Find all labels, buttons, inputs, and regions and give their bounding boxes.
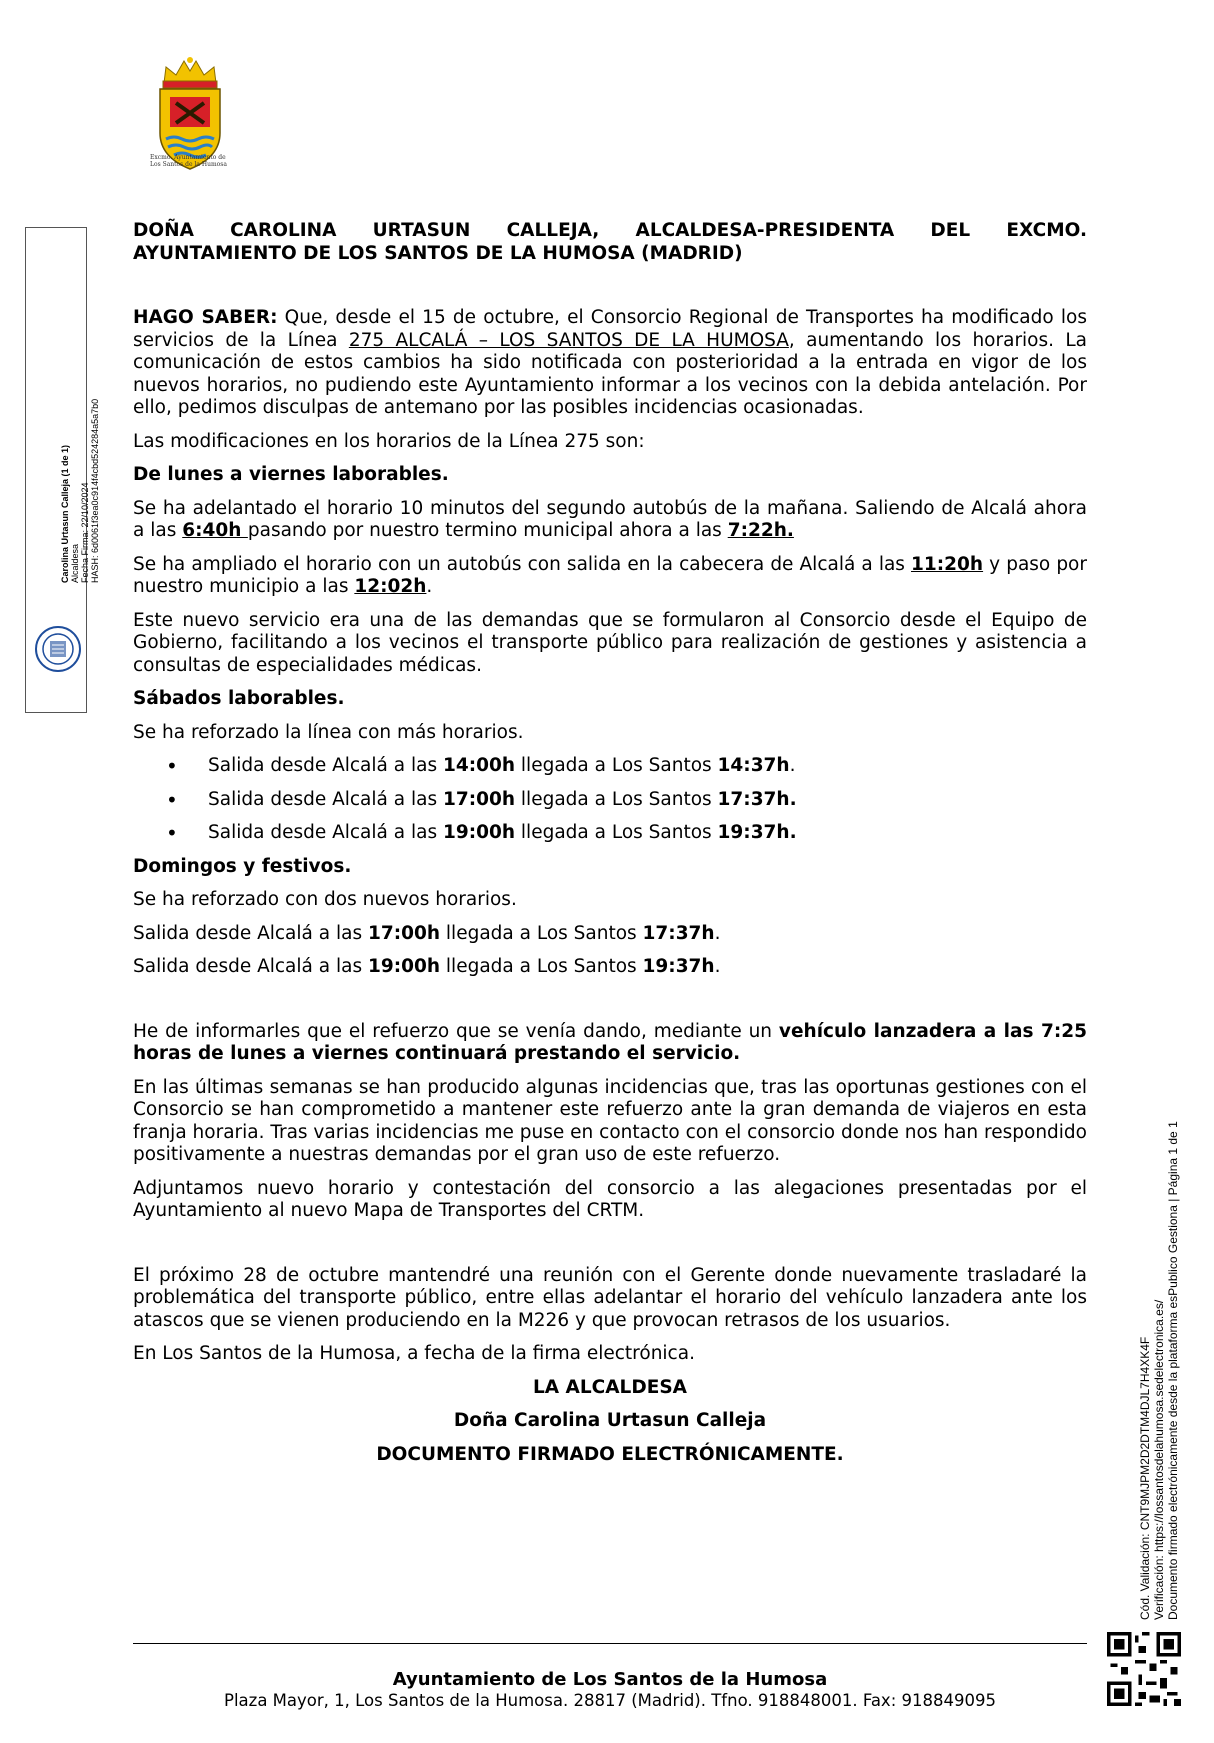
list-item: [133, 755, 1087, 778]
attached-paragraph: Adjuntamos nuevo horario y contestación del consorcio a las alegaciones presentadas por el Ayuntamiento al nuevo Mapa de Transportes del CRTM.: [133, 1177, 1087, 1221]
text-run: Se ha ampliado el horario con un autobús con salida en la cabecera de Alcalá a las: [133, 553, 912, 575]
validation-strip: [1138, 1121, 1180, 1620]
departure-time: 19:00h: [442, 822, 516, 843]
saturdays-schedule-list: [133, 755, 1087, 845]
shuttle-paragraph: [133, 1021, 1087, 1066]
list-item: [133, 822, 1087, 845]
intro-text-2: , aumentando los horarios. La comunicación de estos cambios ha sido notificada con posterioridad a la entrada en vigor de los nuevos horarios, no pudiendo este Ayuntamiento informar a los vecinos con la debida antelación. Por ello, pedimos disculpas de antemano por las posibles incidencias ocasionadas.: [133, 329, 1088, 418]
text-run: Salida desde Alcalá a las: [133, 922, 368, 944]
list-item: [133, 789, 1087, 812]
validation-code: Cód. Validación: CNT9MJPM2D2DTM4DJL7H4XK4F: [1138, 1336, 1152, 1620]
footer-divider: [133, 1643, 1087, 1644]
text-run: .: [714, 956, 721, 977]
shuttle-highlight: vehículo lanzadera a las 7:25 horas de lunes a viernes continuará prestando el servicio.: [133, 1020, 1087, 1064]
time-value: 7:22h.: [727, 520, 794, 541]
meeting-paragraph: El próximo 28 de octubre mantendré una reunión con el Gerente donde nuevamente trasladaré la problemática del transporte público, entre ellas adelantar el horario del vehículo lanzadera ante los atascos que se vienen produciendo en la M226 y que provocan retrasos de los usuarios.: [133, 1264, 1087, 1331]
weekdays-paragraph-1: [133, 498, 1087, 543]
arrival-time: 17:37h.: [717, 788, 797, 810]
footer-address: Plaza Mayor, 1, Los Santos de la Humosa. 28817 (Madrid). Tfno. 918848001. Fax: 918849095: [224, 1691, 996, 1710]
time-value: 6:40h: [182, 520, 248, 541]
bus-line-link: 275 ALCALÁ – LOS SANTOS DE LA HUMOSA: [348, 329, 789, 351]
signature-role: LA ALCALDESA: [533, 1376, 687, 1398]
footer-org: Ayuntamiento de Los Santos de la Humosa: [392, 1669, 828, 1690]
incidents-paragraph: En las últimas semanas se han producido algunas incidencias que, tras las oportunas gestiones con el Consorcio se han comprometido a mantener este refuerzo ante la gran demanda de viajeros en esta franja horaria. Tras varias incidencias me puse en contacto con el consorcio donde nos han respondido positivamente a nuestras demandas por el gran uso de este refuerzo.: [133, 1076, 1087, 1165]
intro-paragraph: [133, 307, 1087, 420]
text-run: Salida desde Alcalá a las: [208, 788, 443, 810]
text-run: .: [714, 922, 721, 944]
intro-lead: HAGO SABER:: [133, 307, 278, 328]
time-value: 11:20h: [911, 553, 984, 575]
saturdays-intro: Se ha reforzado la línea con más horarios.: [133, 721, 524, 743]
modifications-intro: Las modificaciones en los horarios de la Línea 275 son:: [133, 430, 645, 452]
departure-time: 17:00h: [442, 788, 516, 810]
text-run: He de informarles que el refuerzo que se venía dando, mediante un: [133, 1020, 779, 1042]
arrival-time: 19:37h: [642, 956, 715, 977]
weekdays-paragraph-2: [133, 554, 1087, 599]
signature-date: Fecha Firma: 22/10/2024: [80, 482, 90, 583]
text-run: pasando por nuestro termino municipal ahora a las: [247, 520, 728, 541]
departure-time: 17:00h: [367, 922, 441, 944]
text-run: llegada a Los Santos: [515, 822, 718, 843]
municipal-seal-icon: [34, 625, 82, 673]
text-run: Salida desde Alcalá a las: [208, 755, 443, 776]
text-run: Salida desde Alcalá a las: [208, 822, 443, 843]
logo-caption: [150, 154, 234, 168]
logo-caption-line: Excmo. Ayuntamiento de: [150, 154, 226, 161]
document-heading: [133, 220, 1087, 265]
text-run: llegada a Los Santos: [440, 956, 643, 977]
text-run: .: [426, 576, 433, 597]
signer-name: Carolina Urtasun Calleja (1 de 1): [60, 444, 70, 583]
logo-caption-line: Los Santos de la Humosa: [150, 161, 227, 168]
intro-text-1: Que, desde el 15 de octubre, el Consorcio Regional de Transportes ha modificado los servicios de la Línea: [133, 307, 1087, 351]
sundays-schedule-1: [133, 923, 1087, 946]
signature-hash: HASH: 6d0061f3ea0c914f4cbd524284a5a7b0: [90, 398, 100, 583]
document-body: [133, 220, 1087, 1466]
sundays-schedule-2: [133, 956, 1087, 979]
text-run: y paso por nuestro municipio a las: [133, 553, 1087, 597]
heading-line-1: DOÑA CAROLINA URTASUN CALLEJA, ALCALDESA-PRESIDENTA DEL EXCMO.: [133, 220, 1087, 241]
departure-time: 19:00h: [367, 956, 441, 977]
arrival-time: 19:37h.: [717, 822, 797, 843]
text-run: llegada a Los Santos: [515, 755, 718, 776]
signature-note: DOCUMENTO FIRMADO ELECTRÓNICAMENTE.: [376, 1443, 844, 1465]
closing-line: En Los Santos de la Humosa, a fecha de la firma electrónica.: [133, 1343, 695, 1364]
qr-code-icon[interactable]: [1107, 1632, 1181, 1706]
signer-role: Alcaldesa: [70, 543, 80, 583]
sundays-intro: Se ha reforzado con dos nuevos horarios.: [133, 889, 517, 910]
arrival-time: 17:37h: [642, 922, 715, 944]
time-value: 12:02h: [354, 576, 427, 597]
validation-platform: Documento firmado electrónicamente desde la plataforma esPublico Gestiona | Página 1 de 1: [1166, 1121, 1180, 1620]
signature-name: Doña Carolina Urtasun Calleja: [453, 1410, 767, 1431]
weekdays-paragraph-3: Este nuevo servicio era una de las demandas que se formularon al Consorcio desde el Equipo de Gobierno, facilitando a los vecinos el transporte público para realización de gestiones y asistencia a consultas de especialidades médicas.: [133, 609, 1087, 676]
heading-line-2: AYUNTAMIENTO DE LOS SANTOS DE LA HUMOSA (MADRID): [133, 242, 743, 264]
arrival-time: 14:37h: [717, 755, 790, 776]
departure-time: 14:00h: [442, 755, 516, 776]
text-run: .: [789, 755, 796, 776]
saturdays-title: Sábados laborables.: [133, 688, 345, 709]
sundays-title: Domingos y festivos.: [133, 855, 352, 877]
signature-text: [60, 363, 100, 583]
text-run: llegada a Los Santos: [515, 788, 718, 810]
text-run: Se ha adelantado el horario 10 minutos del segundo autobús de la mañana. Saliendo de Alcalá ahora a las: [133, 497, 1087, 541]
validation-url: Verificación: https://lossantosdelahumosa.sedelectronica.es/: [1152, 1299, 1166, 1620]
footer: [133, 1669, 1087, 1711]
text-run: Salida desde Alcalá a las: [133, 956, 368, 977]
text-run: llegada a Los Santos: [440, 922, 643, 944]
weekdays-title: De lunes a viernes laborables.: [133, 464, 449, 485]
